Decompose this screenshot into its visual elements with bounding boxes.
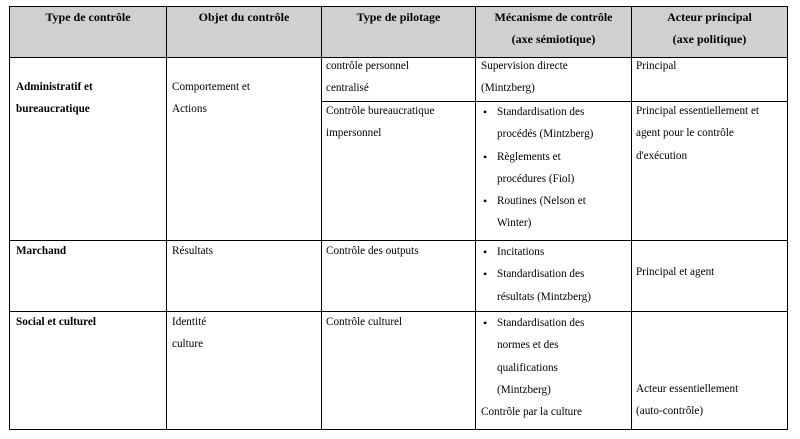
social-acteur: Acteur essentiellement (auto-contrôle) (636, 383, 739, 418)
admin-sub2-mecanisme (481, 101, 593, 235)
admin-sub1-mecanisme: Supervision directe (Mintzberg) (481, 60, 568, 95)
list-item: • Standardisation des résultats (Mintzberg) (481, 263, 591, 308)
header-type-pilotage: Type de pilotage (356, 10, 441, 24)
admin-sub2-acteur: Principal essentiellement et agent pour le contrôle d'exécution (636, 105, 760, 162)
marchand-objet: Résultats (172, 245, 214, 257)
admin-sub1-acteur: Principal (636, 60, 677, 72)
admin-sub2-pilotage: Contrôle bureaucratique impersonnel (326, 105, 435, 140)
social-mecanisme (481, 312, 584, 423)
header-mecanisme: Mécanisme de contrôle (axe sémiotique) (494, 10, 613, 46)
header-type-controle: Type de contrôle (45, 10, 131, 24)
marchand-type: Marchand (16, 245, 67, 257)
marchand-pilotage: Contrôle des outputs (326, 245, 419, 257)
marchand-mecanisme (481, 241, 591, 308)
admin-type: Administratif et bureaucratique (16, 81, 93, 116)
list-item: • Incitations (481, 241, 591, 263)
marchand-acteur: Principal et agent (636, 266, 715, 278)
social-mecanisme-extra: Contrôle par la culture (481, 406, 582, 419)
list-item: • Règlements et procédures (Fiol) (481, 146, 593, 191)
social-type: Social et culturel (16, 316, 96, 328)
admin-objet: Comportement et Actions (172, 81, 250, 116)
list-item: • Routines (Nelson et Winter) (481, 190, 593, 235)
header-acteur: Acteur principal (axe politique) (667, 10, 752, 46)
social-pilotage: Contrôle culturel (326, 316, 403, 328)
header-objet-controle: Objet du contrôle (198, 10, 290, 24)
social-objet: Identité culture (172, 316, 207, 351)
admin-sub1-pilotage: contrôle personnel centralisé (326, 60, 409, 95)
list-item: • Standardisation des normes et des qualifications (Mintzberg) (481, 312, 584, 401)
list-item: • Standardisation des procédés (Mintzberg) (481, 101, 593, 146)
